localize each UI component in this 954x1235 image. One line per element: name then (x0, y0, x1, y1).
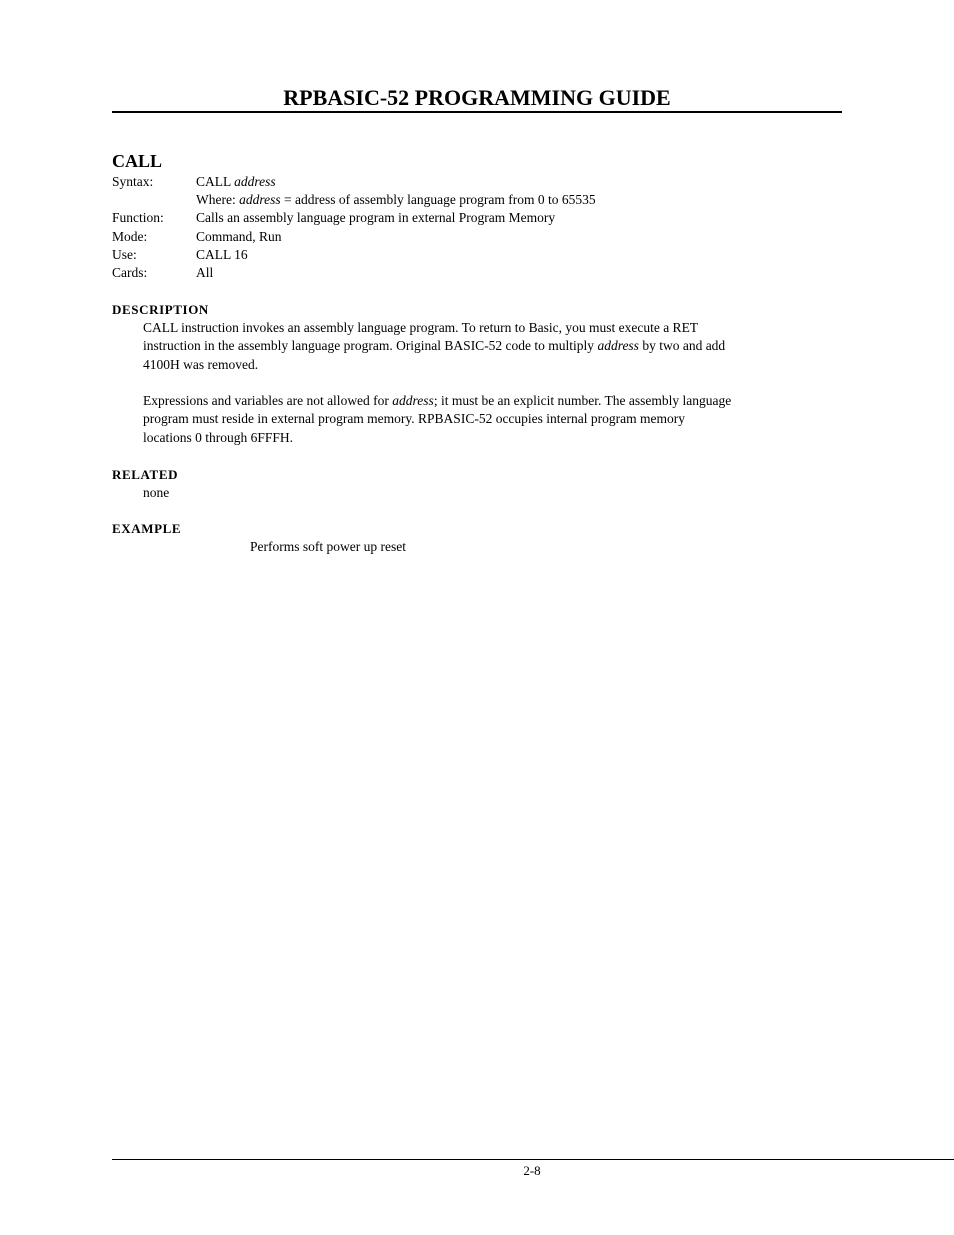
field-value-where: Where: address = address of assembly language program from 0 to 65535 (196, 192, 596, 207)
field-value-syntax: CALL address (196, 174, 276, 189)
field-label-mode: Mode: (112, 229, 148, 244)
field-label-cards: Cards: (112, 265, 148, 280)
command-name: CALL (112, 151, 163, 171)
text-line: locations 0 through 6FFFH. (143, 429, 294, 445)
field-value-function: Calls an assembly language program in external Program Memory (196, 210, 556, 225)
field-label-use: Use: (112, 247, 137, 262)
text-line: CALL instruction invokes an assembly language program. To return to Basic, you must execute a RET (143, 320, 699, 335)
field-value-use: CALL 16 (196, 247, 248, 262)
title-divider (112, 111, 842, 113)
page-number: 2-8 (523, 1163, 541, 1178)
page-title: RPBASIC-52 PROGRAMMING GUIDE (283, 85, 671, 110)
example-heading: EXAMPLE (112, 521, 182, 536)
text-line: Expressions and variables are not allowed for address; it must be an explicit number. The assembly language (143, 393, 732, 408)
text-line: 4100H was removed. (143, 356, 259, 372)
field-value-mode: Command, Run (196, 229, 282, 244)
footer-divider (112, 1159, 954, 1160)
example-comment: Performs soft power up reset (250, 539, 406, 554)
text-line: program must reside in external program memory. RPBASIC-52 occupies internal program memory (143, 411, 685, 427)
related-heading: RELATED (112, 467, 179, 482)
text-line: instruction in the assembly language program. Original BASIC-52 code to multiply address by two and add (143, 338, 726, 354)
description-paragraph-2 (143, 392, 843, 447)
field-label-syntax: Syntax: (112, 174, 154, 189)
field-label-function: Function: (112, 210, 164, 225)
related-text: none (143, 485, 170, 500)
description-heading: DESCRIPTION (112, 302, 209, 317)
field-value-cards: All (196, 265, 214, 280)
description-paragraph-1 (143, 319, 843, 374)
